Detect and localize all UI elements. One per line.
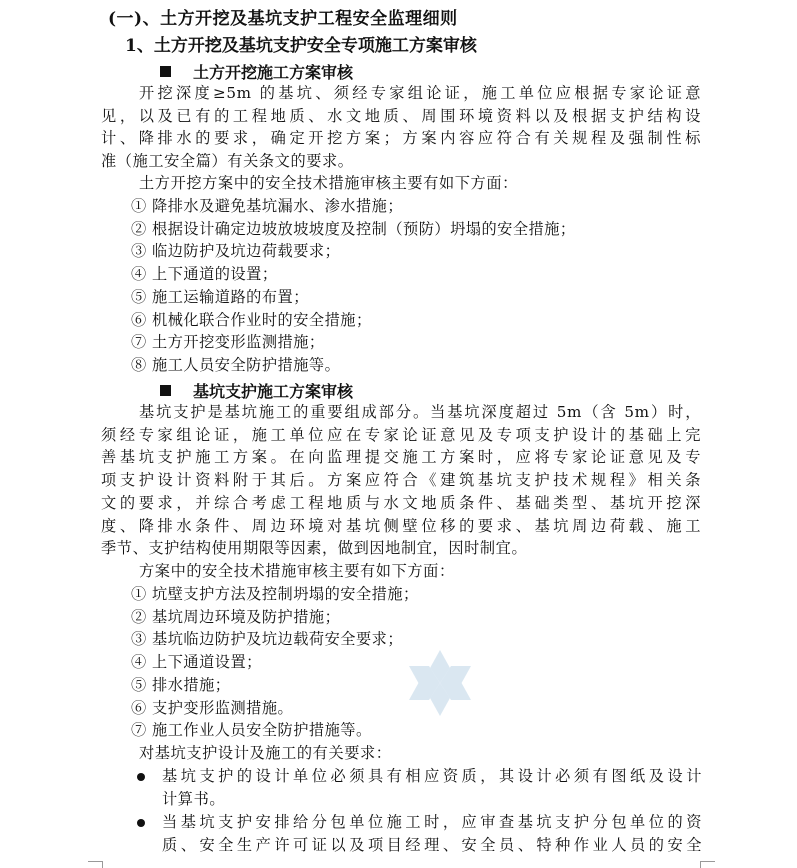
intro-line: 须经专家组论证，施工单位应在专家论证意见及专项支护设计的基础上完 [101,425,701,444]
list-item: ⑥ 支护变形监测措施。 [131,698,294,717]
snowflake-watermark-icon [405,648,475,718]
intro-line: 见，以及已有的工程地质、水文地质、周围环境资料以及根据支护结构设 [101,106,701,125]
bullet-dot-icon [137,773,145,781]
bullet-item [137,765,702,810]
intro-line: 基坑支护是基坑施工的重要组成部分。当基坑深度超过 5m（含 5m）时， [139,403,701,421]
section2-title: 基坑支护施工方案审核 [193,382,354,401]
list-item: ③ 基坑临边防护及坑边载荷安全要求； [131,630,404,649]
list-item: ⑦ 土方开挖变形监测措施； [131,333,325,352]
list-item: ⑦ 施工作业人员安全防护措施等。 [131,721,372,740]
page-corner-mark [700,861,715,868]
list-item: ⑥ 机械化联合作业时的安全措施； [131,310,372,329]
heading-level-1: (一)、土方开挖及基坑支护工程安全监理细则 [108,9,458,29]
list-item: ② 根据设计确定边坡放坡坡度及控制（预防）坍塌的安全措施； [131,219,576,238]
intro-line: 开挖深度≥5m 的基坑、须经专家组论证，施工单位应根据专家论证意 [139,84,701,102]
section2-list [131,583,419,742]
section2-heading [160,379,353,402]
bullet-line: 基坑支护的设计单位必须具有相应资质，其设计必须有图纸及设计 [162,767,702,785]
section1-lead: 土方开挖方案中的安全技术措施审核主要有如下方面： [139,174,518,192]
square-bullet-icon [160,385,171,396]
section1-intro [101,82,701,173]
bullet-item [137,811,702,856]
list-item: ① 降排水及避免基坑漏水、渗水措施； [131,197,404,215]
section1-list [131,195,576,377]
list-item: ③ 临边防护及坑边荷载要求； [131,242,341,261]
section1-heading [160,60,353,83]
section1-title: 土方开挖施工方案审核 [193,63,354,82]
list-item: ④ 上下通道设置； [131,653,262,672]
list-item: ⑤ 排水措施； [131,675,231,694]
section2-lead2: 对基坑支护设计及施工的有关要求： [139,744,392,762]
intro-line: 准（施工安全篇）有关条文的要求。 [101,152,354,171]
list-item: ⑤ 施工运输道路的布置； [131,287,309,306]
section2-lead: 方案中的安全技术措施审核主要有如下方面： [139,562,455,580]
bullet-line: 质、安全生产许可证以及项目经理、安全员、特种作业人员的安全 [162,835,702,854]
intro-line: 度、降排水条件、周边环境对基坑侧壁位移的要求、基坑周边荷载、施工 [101,516,701,535]
intro-line: 项支护设计资料附于其后。方案应符合《建筑基坑支护技术规程》相关条 [101,471,701,490]
bullet-line: 计算书。 [162,789,226,808]
intro-line: 善基坑支护施工方案。在向监理提交施工方案时，应将专家论证意见及专 [101,448,701,467]
page-corner-mark [88,861,103,868]
bullet-dot-icon [137,819,145,827]
list-item: ① 坑壁支护方法及控制坍塌的安全措施； [131,585,419,603]
list-item: ④ 上下通道的设置； [131,265,278,284]
list-item: ② 基坑周边环境及防护措施； [131,607,341,626]
list-item: ⑧ 施工人员安全防护措施等。 [131,355,341,374]
section2-intro [101,401,701,560]
intro-line: 文的要求，并综合考虑工程地质与水文地质条件、基础类型、基坑开挖深 [101,493,701,512]
intro-line: 季节、支护结构使用期限等因素，做到因地制宜，因时制宜。 [101,539,528,558]
intro-line: 计、降排水的要求，确定开挖方案；方案内容应符合有关规程及强制性标 [101,129,701,148]
square-bullet-icon [160,66,171,77]
heading-level-2: 1、土方开挖及基坑支护安全专项施工方案审核 [125,36,477,56]
bullet-line: 当基坑支护安排给分包单位施工时，应审查基坑支护分包单位的资 [162,813,702,831]
